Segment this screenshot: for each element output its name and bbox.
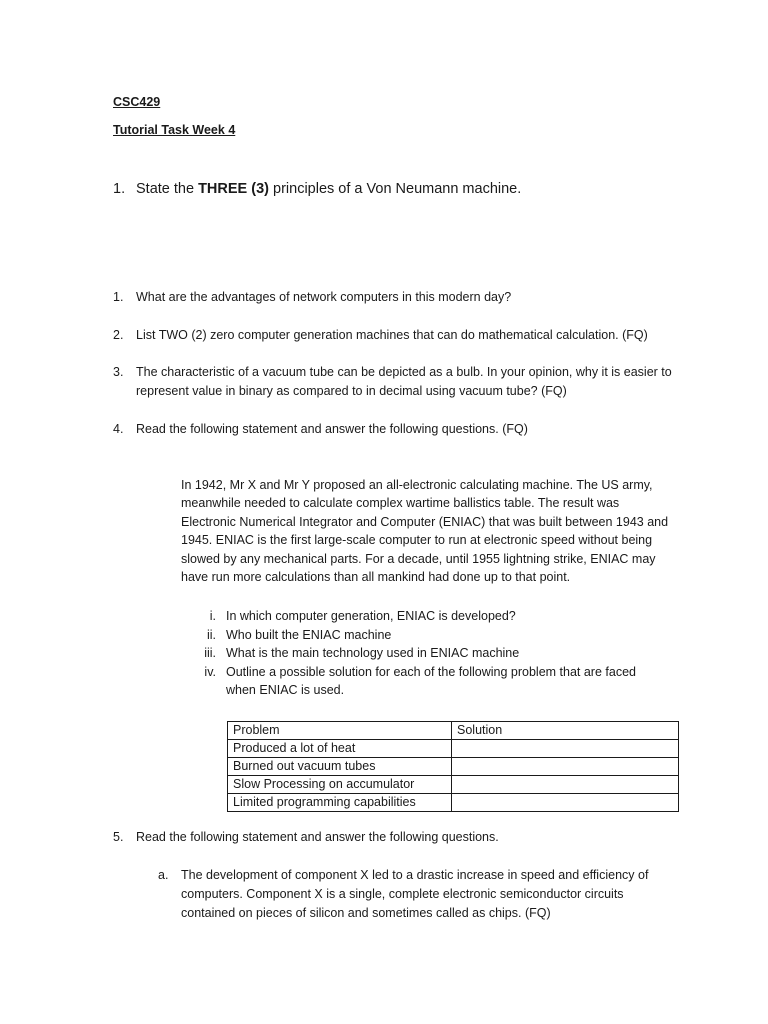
question-text: Read the following statement and answer the following questions. bbox=[136, 830, 499, 844]
question-top-text: State the THREE (3) principles of a Von Neumann machine. bbox=[136, 181, 522, 197]
table-cell bbox=[452, 758, 679, 776]
table-header-cell: Problem bbox=[228, 722, 452, 740]
part-label: a. bbox=[158, 868, 169, 882]
sub-question-text: What is the main technology used in ENIAC machine bbox=[226, 646, 520, 660]
table-cell: Slow Processing on accumulator bbox=[228, 776, 452, 794]
table-row bbox=[228, 740, 679, 758]
table-cell bbox=[452, 740, 679, 758]
table-cell: Limited programming capabilities bbox=[228, 794, 452, 812]
table-row bbox=[228, 758, 679, 776]
sub-question-text: Who built the ENIAC machine bbox=[226, 628, 392, 642]
question-text: What are the advantages of network computers in this modern day? bbox=[136, 290, 512, 304]
part-text-line: contained on pieces of silicon and sometimes called as chips. (FQ) bbox=[181, 906, 551, 920]
sub-question-text: In which computer generation, ENIAC is developed? bbox=[226, 609, 516, 623]
sub-question-number: i. bbox=[209, 609, 216, 623]
sub-question-number: ii. bbox=[206, 628, 216, 642]
question-number: 5. bbox=[113, 830, 124, 844]
course-code: CSC429 bbox=[113, 95, 161, 109]
passage-line: 1945. ENIAC is the first large-scale computer to run at electronic speed without being bbox=[181, 533, 653, 547]
passage-line: meanwhile needed to calculate complex wartime ballistics table. The result was bbox=[181, 496, 620, 510]
table-header-row bbox=[228, 722, 679, 740]
sub-question-number: iii. bbox=[204, 646, 216, 660]
table-cell bbox=[452, 776, 679, 794]
question-text-line2: represent value in binary as compared to in decimal using vacuum tube? (FQ) bbox=[136, 384, 567, 398]
question-text: List TWO (2) zero computer generation machines that can do mathematical calculation. (FQ) bbox=[136, 328, 648, 342]
question-top-bold: THREE (3) bbox=[198, 181, 269, 197]
question-number: 3. bbox=[113, 365, 124, 379]
table-header-cell: Solution bbox=[452, 722, 679, 740]
table-cell: Burned out vacuum tubes bbox=[228, 758, 452, 776]
part-text-line: The development of component X led to a drastic increase in speed and efficiency of bbox=[181, 868, 649, 882]
question-number: 4. bbox=[113, 422, 124, 436]
question-text: Read the following statement and answer the following questions. (FQ) bbox=[136, 422, 528, 436]
question-text-line1: The characteristic of a vacuum tube can be depicted as a bulb. In your opinion, why it is easier to bbox=[136, 365, 672, 379]
question-number: 1. bbox=[113, 290, 124, 304]
passage-line: have run more calculations than all mankind had done up to that point. bbox=[181, 570, 571, 584]
table-cell: Produced a lot of heat bbox=[228, 740, 452, 758]
tutorial-title: Tutorial Task Week 4 bbox=[113, 123, 236, 137]
question-top-number: 1. bbox=[113, 181, 126, 197]
passage-line: In 1942, Mr X and Mr Y proposed an all-electronic calculating machine. The US army, bbox=[181, 478, 653, 492]
passage-line: slowed by any mechanical parts. For a decade, until 1955 lightning strike, ENIAC may bbox=[181, 552, 656, 566]
table-cell bbox=[452, 794, 679, 812]
part-text-line: computers. Component X is a single, complete electronic semiconductor circuits bbox=[181, 887, 624, 901]
sub-question-number: iv. bbox=[204, 665, 216, 679]
table-row bbox=[228, 794, 679, 812]
sub-question-text-line1: Outline a possible solution for each of the following problem that are faced bbox=[226, 665, 636, 679]
sub-question-text-line2: when ENIAC is used. bbox=[226, 683, 345, 697]
passage-line: Electronic Numerical Integrator and Computer (ENIAC) that was built between 1943 and bbox=[181, 515, 669, 529]
question-number: 2. bbox=[113, 328, 124, 342]
problem-solution-table bbox=[227, 721, 679, 812]
table-row bbox=[228, 776, 679, 794]
